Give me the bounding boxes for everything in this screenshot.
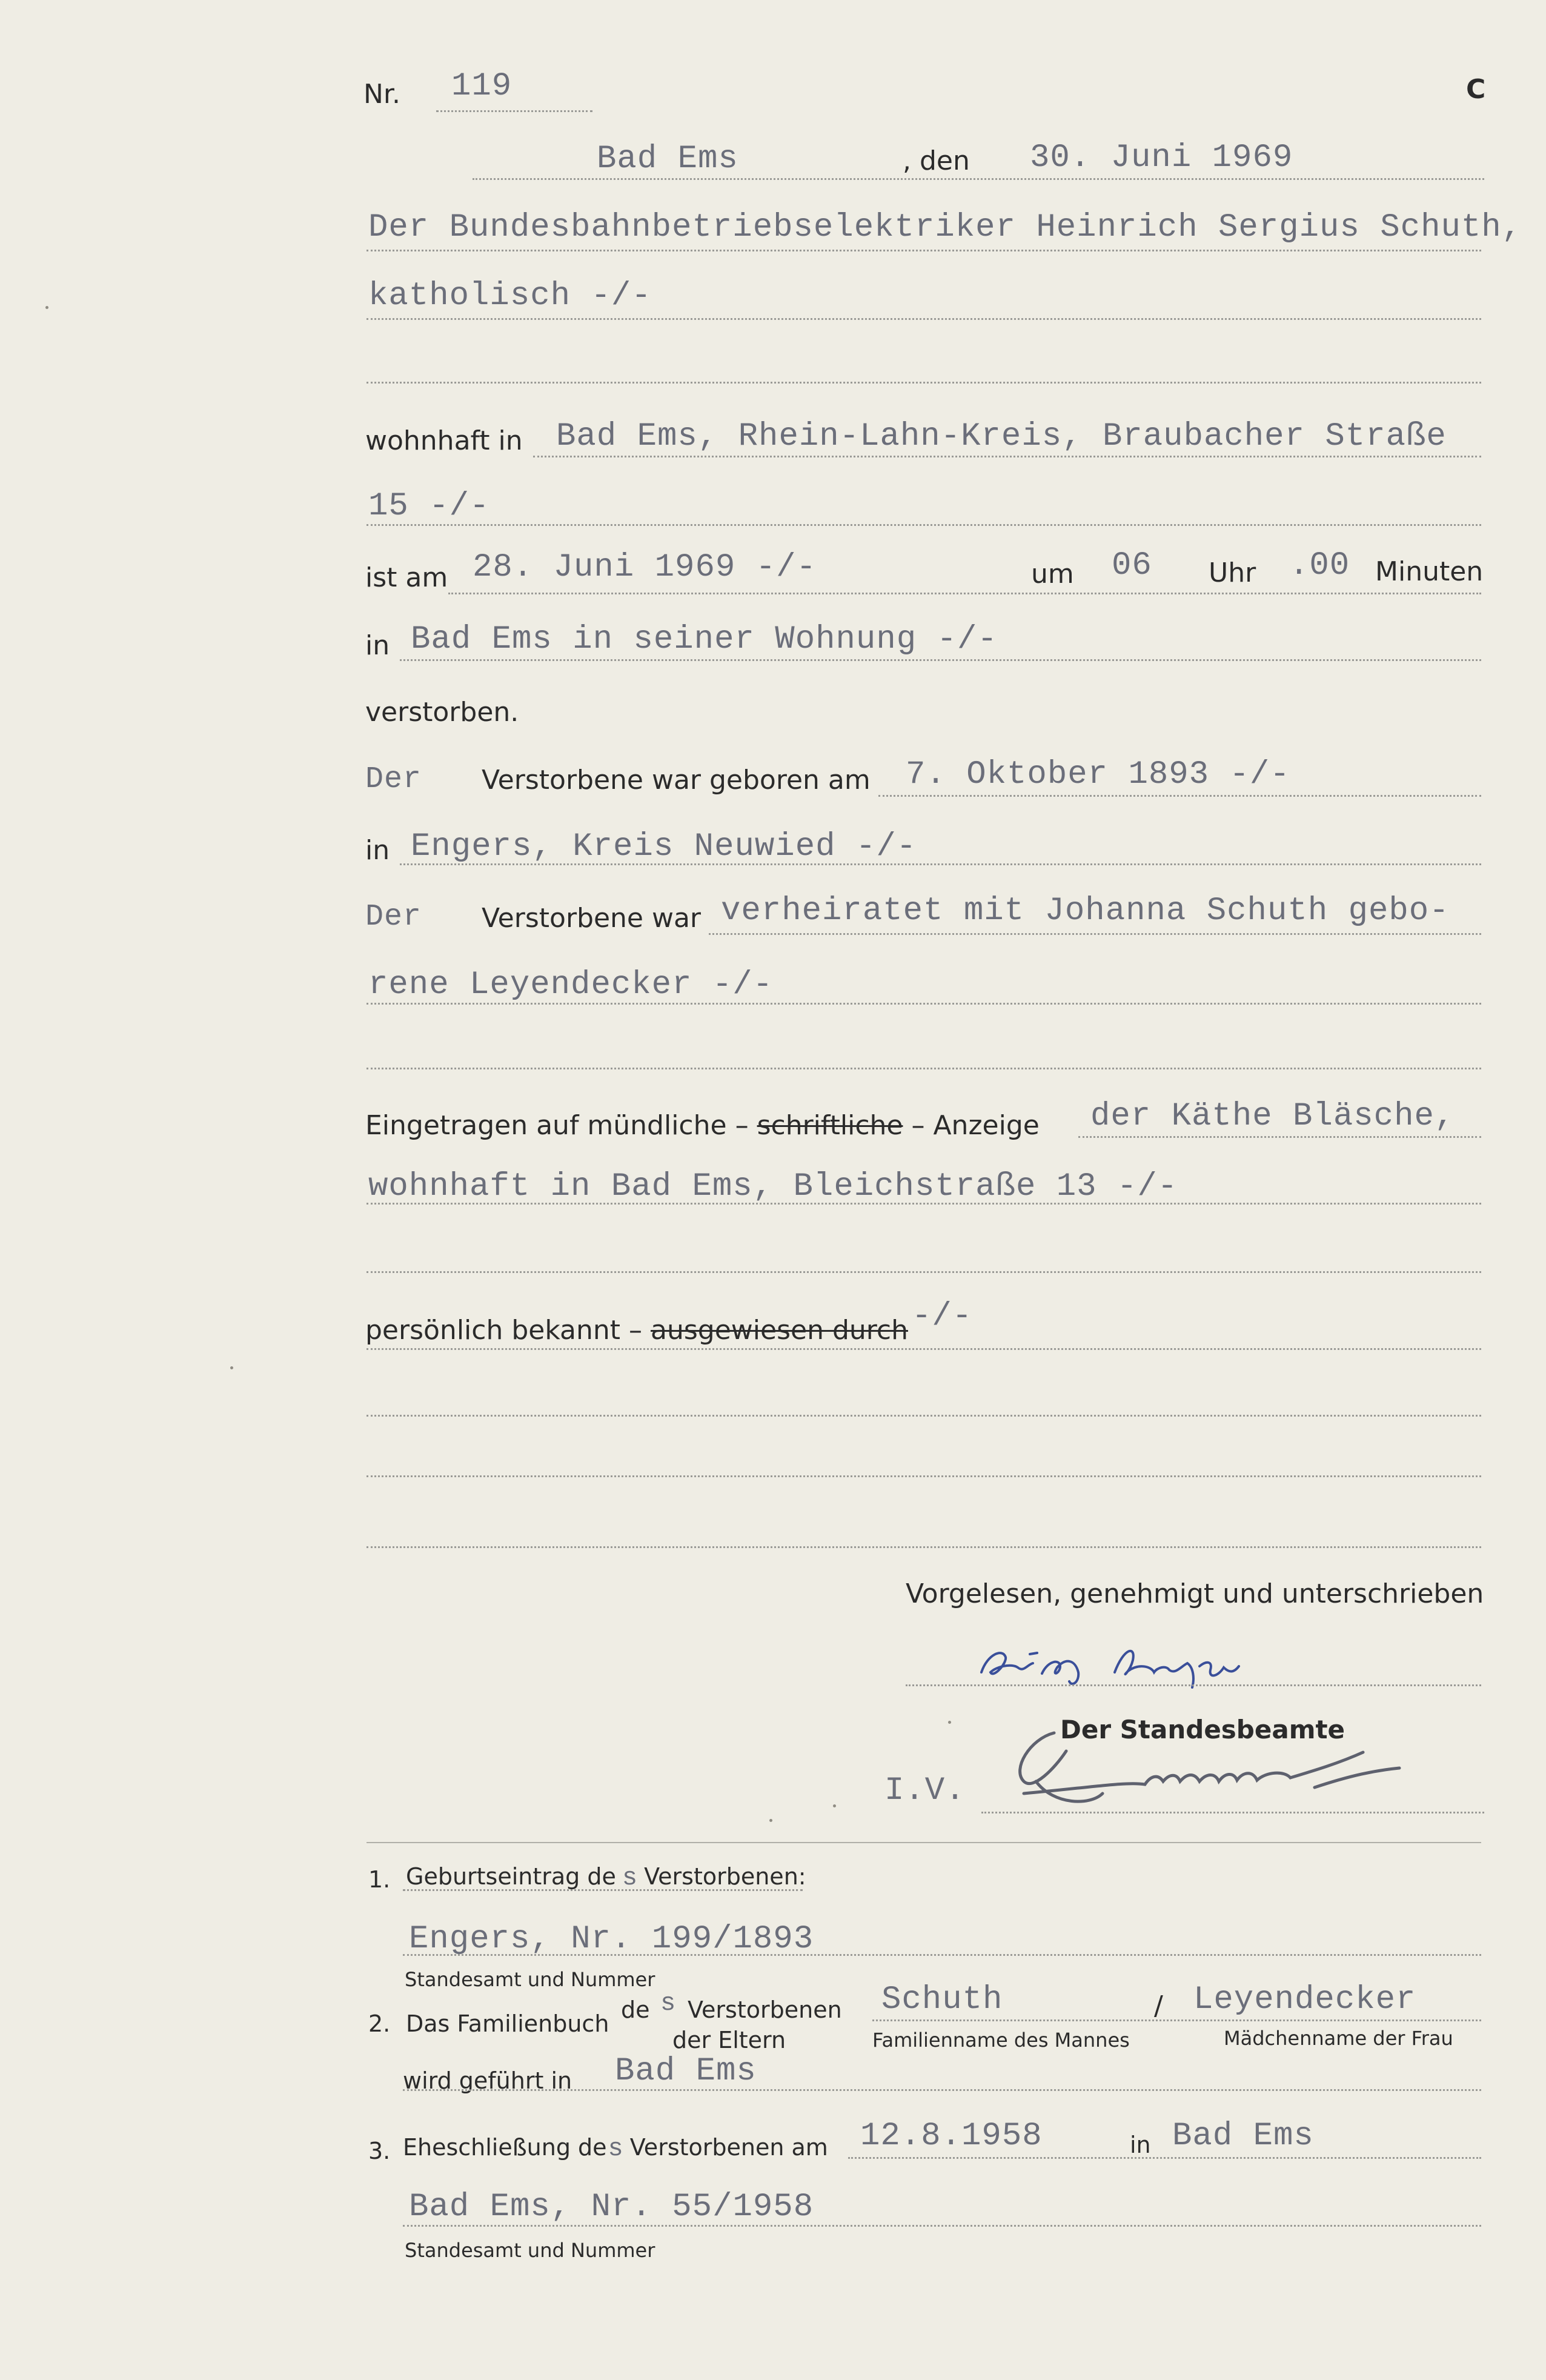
place-of-record: Bad Ems: [597, 141, 738, 178]
note-2-typed-s: s: [660, 1989, 677, 2018]
residence-rule-1: [533, 456, 1481, 457]
note-2-caption-wife: Mädchenname der Frau: [1224, 2027, 1453, 2050]
deceased-religion: katholisch -/-: [368, 278, 652, 314]
marriage-entry-reference: Bad Ems, Nr. 55/1958: [409, 2189, 814, 2225]
verstorben-label: verstorben.: [365, 697, 519, 728]
uhr-label: Uhr: [1209, 557, 1256, 588]
informant-signature-rule: [906, 1684, 1481, 1686]
note-3-number: 3.: [368, 2138, 391, 2164]
note-1-label: [406, 1863, 806, 1892]
deceased-occupation-name: Der Bundesbahnbetriebselektriker Heinrich Sergius Schuth,: [368, 209, 1522, 246]
informant-signature: [969, 1630, 1381, 1697]
registrar-signature-rule: [981, 1812, 1484, 1813]
registration-label: [365, 1110, 1040, 1141]
note-2-kept-rule: [403, 2089, 1481, 2091]
den-label: , den: [903, 145, 970, 176]
status-rule-3: [367, 1068, 1481, 1069]
birth-der-typed: Der: [365, 762, 422, 797]
birth-date: 7. Oktober 1893 -/-: [906, 756, 1290, 793]
birth-place: Engers, Kreis Neuwied -/-: [411, 828, 917, 865]
residence-line-2: 15 -/-: [368, 488, 490, 525]
identity-rule-1: [367, 1348, 1481, 1350]
entry-number: 119: [451, 68, 513, 105]
wife-maiden-name: Leyendecker: [1193, 1981, 1416, 2018]
note-2-caption-husband: Familienname des Mannes: [872, 2029, 1130, 2052]
death-place: Bad Ems in seiner Wohnung -/-: [411, 621, 998, 658]
death-minutes: .00: [1289, 547, 1350, 584]
birth-label: Verstorbene war geboren am: [482, 765, 871, 796]
registrar-label: Der Standesbeamte: [1060, 1715, 1345, 1744]
birth-date-rule: [878, 795, 1481, 797]
husband-surname: Schuth: [881, 1981, 1003, 2018]
informant-rule-3: [367, 1271, 1481, 1273]
um-label: um: [1031, 559, 1074, 590]
series-letter: C: [1466, 74, 1486, 105]
residence-line-1: Bad Ems, Rhein-Lahn-Kreis, Braubacher Straße: [556, 418, 1447, 455]
registration-label-b: – Anzeige: [911, 1110, 1040, 1141]
note-2-slash: /: [1154, 1990, 1163, 2021]
note-3-typed-s: s: [608, 2134, 624, 2163]
status-label: Verstorbene war: [482, 903, 702, 934]
marriage-date: 12.8.1958: [860, 2118, 1043, 2155]
paper-speck: [230, 1366, 233, 1369]
registration-struck-option: schriftliche: [757, 1110, 903, 1141]
identity-value: -/-: [912, 1298, 973, 1335]
notes-separator: [367, 1842, 1481, 1843]
paper-speck: [769, 1819, 772, 1822]
read-approved-signed-label: Vorgelesen, genehmigt und unterschrieben: [906, 1578, 1484, 1609]
note-3-label-b: Verstorbenen am: [629, 2134, 828, 2161]
identity-label-known: persönlich bekannt –: [365, 1315, 643, 1346]
note-3-caption: Standesamt und Nummer: [405, 2239, 655, 2262]
minuten-label: Minuten: [1375, 556, 1484, 587]
marital-status-line-1: verheiratet mit Johanna Schuth gebo-: [721, 892, 1450, 929]
note-1-value-rule: [403, 1954, 1481, 1956]
paper-speck: [948, 1721, 951, 1724]
paper-speck: [833, 1804, 836, 1807]
entry-number-line: [436, 110, 592, 112]
note-3-label-a: Eheschließung de: [403, 2134, 607, 2161]
identity-struck-option: ausgewiesen durch: [651, 1315, 908, 1346]
status-rule-1: [709, 933, 1481, 935]
nr-label: Nr.: [363, 79, 400, 110]
death-date-label: ist am: [365, 562, 448, 593]
marital-status-line-2: rene Leyendecker -/-: [368, 966, 774, 1003]
family-book-location: Bad Ems: [615, 2053, 757, 2090]
iv-label: I.V.: [884, 1772, 966, 1809]
note-1-caption: Standesamt und Nummer: [405, 1968, 655, 1991]
informant-rule-2: [367, 1203, 1481, 1205]
note-2-names-rule: [872, 2019, 1481, 2021]
paper-speck: [45, 306, 48, 309]
person-line-2: [367, 318, 1481, 320]
note-3-date-rule: [848, 2157, 1481, 2159]
person-line-3: [367, 382, 1481, 384]
note-2-label: Das Familienbuch: [406, 2010, 609, 2037]
note-2-number: 2.: [368, 2010, 391, 2037]
death-place-rule: [400, 659, 1481, 661]
note-1-label-b: Verstorbenen:: [644, 1863, 806, 1890]
note-2-option-deceased: Verstorbenen: [688, 1996, 842, 2023]
informant-address: wohnhaft in Bad Ems, Bleichstraße 13 -/-: [368, 1168, 1178, 1205]
note-2-de: de: [621, 1996, 650, 2023]
identity-rule-2: [367, 1415, 1481, 1417]
note-1-typed-s: s: [622, 1863, 639, 1892]
death-hour: 06: [1112, 547, 1152, 584]
note-1-number: 1.: [368, 1866, 391, 1893]
residence-label: wohnhaft in: [365, 425, 523, 456]
death-place-in-label: in: [365, 630, 390, 661]
death-date: 28. Juni 1969 -/-: [473, 549, 817, 586]
informant-name: der Käthe Bläsche,: [1090, 1098, 1455, 1135]
record-date: 30. Juni 1969: [1030, 139, 1293, 176]
identity-rule-3: [367, 1475, 1481, 1477]
death-time-rule: [448, 593, 1481, 594]
registrar-signature: [1000, 1715, 1436, 1824]
identity-label: [365, 1315, 908, 1346]
birth-place-in-label: in: [365, 835, 390, 866]
residence-rule-2: [367, 524, 1481, 526]
note-1-label-rule: [403, 1889, 803, 1891]
status-rule-2: [367, 1003, 1481, 1005]
birth-entry-reference: Engers, Nr. 199/1893: [409, 1921, 814, 1958]
birth-place-rule: [400, 863, 1481, 865]
informant-rule-1: [1078, 1136, 1481, 1138]
note-2-kept-label: wird geführt in: [403, 2067, 572, 2094]
registration-label-a: Eingetragen auf mündliche –: [365, 1110, 749, 1141]
person-line-1: [367, 250, 1481, 251]
note-3-label: [403, 2134, 828, 2163]
note-3-in-label: in: [1130, 2132, 1151, 2158]
note-2-option-parents: der Eltern: [672, 2027, 786, 2053]
marriage-place: Bad Ems: [1172, 2118, 1314, 2155]
note-1-label-a: Geburtseintrag de: [406, 1863, 616, 1890]
date-line: [473, 178, 1484, 180]
note-3-value-rule: [403, 2225, 1481, 2227]
status-der-typed: Der: [365, 900, 422, 934]
identity-rule-4: [367, 1546, 1481, 1548]
